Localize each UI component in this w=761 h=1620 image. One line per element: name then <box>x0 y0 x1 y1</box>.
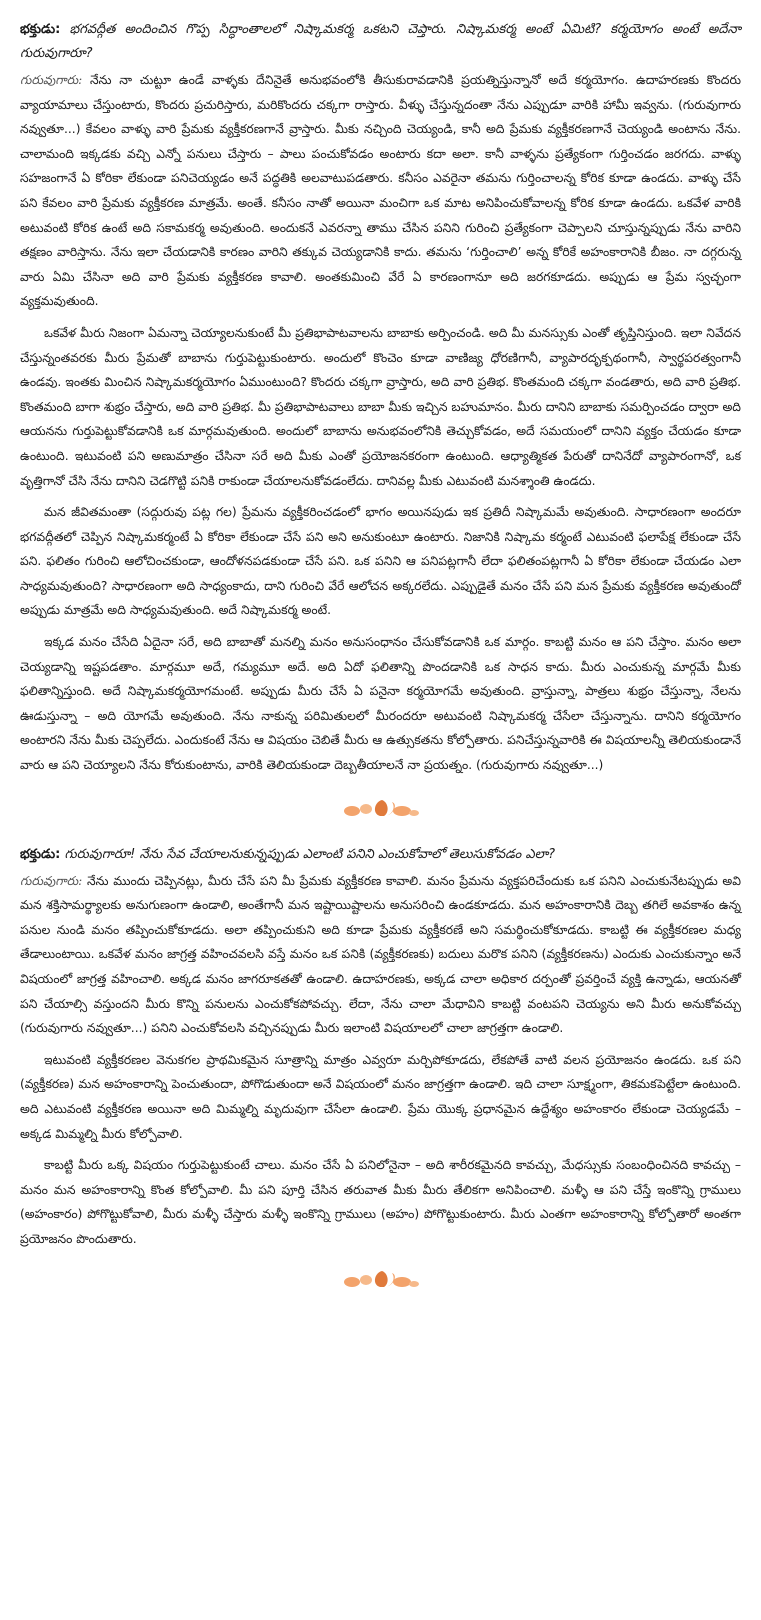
bottom-divider <box>20 1259 741 1299</box>
question-text: భగవద్గీత అందించిన గొప్ప సిద్ధాంతాలలో నిష్కామకర్మ ఒకటని చెప్తారు. నిష్కామకర్మ అంటే ఏమిటి? కర్మయోగం అంటే అదేనా గురువుగారూ? <box>20 22 741 61</box>
question-text: గురువుగారూ! నేను సేవ చేయాలనుకున్నప్పుడు ఎలాంటి పనిని ఎంచుకోవాలో తెలుసుకోవడం ఎలా? <box>64 846 556 862</box>
section-2 <box>20 843 741 1252</box>
devotee-question <box>20 843 741 867</box>
section-1 <box>20 18 741 778</box>
guru-label: గురువుగారు: <box>20 73 83 87</box>
paragraph-text: నేను నా చుట్టూ ఉండే వాళ్ళకు దేనినైతే అనుభవంలోకి తీసుకురావడానికి ప్రయత్నిస్తున్నానో అదే కర్మయోగం. ఉదాహరణకు కొందరు వ్యాయామాలు చేస్తుంటారు, కొందరు ప్రచురిస్తారు, మరికొందరు చక్కగా రాస్తారు. వీళ్ళు చేస్తున్నదంతా నేను ఎప్పుడూ వారికి హామీ ఇవ్వను. (గురువుగారు నవ్వుతూ...) కేవలం వాళ్ళు వారి ప్రేమకు వ్యక్తీకరణగానే వ్రాస్తారు. మీకు నచ్చింది చెయ్యండి, కానీ అది ప్రేమకు వ్యక్తీకరణగానే చెయ్యండి అంటాను నేను. చాలామంది ఇక్కడకు వచ్చి ఎన్నో పనులు చేస్తారు – పాలు పంచుకోవడం అంటారు కదా అలా. కానీ వాళ్ళను ప్రత్యేకంగా గుర్తించడం జరగదు. వాళ్ళు సహజంగానే ఏ కోరికా లేకుండా పనిచెయ్యడం అనే పద్ధతికి అలవాటుపడతారు. కనీసం ఎవరైనా తమను గుర్తించాలన్న కోరిక కూడా ఉండదు. వాళ్ళు చేసే పని కేవలం వారి ప్రేమకు వ్యక్తీకరణ మాత్రమే. అంతే. కనీసం నాతో అయినా మంచిగా ఒక మాట అనిపించుకోవాలన్న కోరిక కూడా ఉండదు. ఒకవేళ వారికి అటువంటి కోరిక ఉంటే అది సకామకర్మ అవుతుంది. అందుకనే ఎవరన్నా తాము చేసిన పనిని గురించి ప్రత్యేకంగా చెప్పాలని చూస్తున్నప్పుడు నేను వారిని తక్షణం వారిస్తాను. నేను ఇలా చేయడానికి కారణం వారిని తక్కువ చెయ్యడానికి కాదు. తమను ‘గుర్తించాలి’ అన్న కోరికే అహంకారానికి బీజం. నా దగ్గరున్న వారు ఏమి చేసినా అది వారి ప్రేమకు వ్యక్తీకరణ కావాలి. అంతకుమించి వేరే ఏ కారణంగానూ అది జరగకూడదు. అప్పుడు ఆ ప్రేమ స్వచ్ఛంగా వ్యక్తమవుతుంది. <box>20 73 741 309</box>
speaker-label: భక్తుడు: <box>20 846 61 862</box>
speaker-label: భక్తుడు: <box>20 22 61 37</box>
devotee-question <box>20 18 741 66</box>
answer-paragraph <box>20 321 741 493</box>
paragraph-text: నేను ముందు చెప్పినట్లు, మీరు చేసే పని మీ ప్రేమకు వ్యక్తీకరణ కావాలి. మనం ప్రేమను వ్యక్తపరిచేందుకు ఒక పనిని ఎంచుకునేటప్పుడు అవి మన శక్తిసామర్థ్యాలకు అనుగుణంగా ఉండాలి, అంతేగానీ మన ఇష్టాయిష్టాలను అనుసరించి ఉండకూడదు. మన అహంకారానికి దెబ్బ తగిలే అవకాశం ఉన్న పనుల నుండి మనం తప్పించుకోకూడదు. అలా తప్పించుకుని అది కూడా ప్రేమకు వ్యక్తీకరణే అని సమర్థించుకోకూడదు. కాబట్టి ఈ వ్యక్తీకరణల మధ్య తేడాలుంటాయి. ఒకవేళ మనం జాగ్రత్త వహించవలసి వస్తే మనం ఒక పనికి (వ్యక్తీకరణకు) బదులు మరొక పనిని (వ్యక్తీకరణను) ఎందుకు ఎంచుకున్నాం అనే విషయంలో జాగ్రత్త వహించాలి. అక్కడ మనం జాగరూకతతో ఉండాలి. ఉదాహరణకు, అక్కడ చాలా అధికార దర్పంతో ప్రవర్తించే వ్యక్తి ఉన్నాడు, ఆయనతో పని చేయాల్సి వస్తుందని మీరు కొన్ని పనులను ఎంచుకోకపోవచ్చు. లేదా, నేను చాలా మేధావిని కాబట్టి వంటపని చెయ్యను అని మీరు అనుకోవచ్చు (గురువుగారు నవ్వుతూ...) పనిని ఎంచుకోవలసి వచ్చినప్పుడు మీరు ఇలాంటి విషయాలలో చాలా జాగ్రత్తగా ఉండాలి. <box>20 873 741 1036</box>
paragraph-text: కాబట్టి మీరు ఒక్క విషయం గుర్తుపెట్టుకుంటే చాలు. మనం చేసే ఏ పనిలోనైనా – అది శారీరకమైనది కావచ్చు, మేధస్సుకు సంబంధించినది కావచ్చు – మనం మన అహంకారాన్ని కొంత కోల్పోవాలి. మీ పని పూర్తి చేసిన తరువాత మీకు మీరు తేలికగా అనిపించాలి. మళ్ళీ ఆ పని చేస్తే ఇంకొన్ని గ్రాములు (అహంకారం) పోగొట్టుకోవాలి, మీరు మళ్ళీ చేస్తారు మళ్ళీ ఇంకొన్ని గ్రాములు (అహం) పోగొట్టుకుంటారు. మీరు ఎంతగా అహంకారాన్ని కోల్పోతారో అంతగా ప్రయోజనం పొందుతారు. <box>20 1158 741 1246</box>
answer-paragraph <box>20 1153 741 1251</box>
paragraph-text: ఇటువంటి వ్యక్తీకరణల వెనుకగల ప్రాథమికమైన సూత్రాన్ని మాత్రం ఎవ్వరూ మర్చిపోకూడదు, లేకపోతే వాటి వలన ప్రయోజనం ఉండదు. ఒక పని (వ్యక్తీకరణ) మన అహంకారాన్ని పెంచుతుందా, పోగొడుతుందా అనే విషయంలో మనం జాగ్రత్తగా ఉండాలి. ఇది చాలా సూక్ష్మంగా, తికమకపెట్టేలా ఉంటుంది. అది ఎటువంటి వ్యక్తీకరణ అయినా అది మిమ్మల్ని మృదువుగా చేసేలా ఉండాలి. ప్రేమ యొక్క ప్రధానమైన ఉద్దేశ్యం అహంకారం లేకుండా చెయ్యడమే – అక్కడ మిమ్మల్ని మీరు కోల్పోవాలి. <box>20 1052 741 1141</box>
lotus-petals-ornament-icon <box>336 1267 426 1291</box>
guru-label: గురువుగారు: <box>20 873 83 888</box>
answer-paragraph <box>20 1048 741 1146</box>
paragraph-text: ఇక్కడ మనం చేసేది ఏదైనా సరే, అది బాబాతో మనల్ని మనం అనుసంధానం చేసుకోవడానికి ఒక మార్గం. కాబట్టి మనం ఆ పని చేస్తాం. మనం అలా చెయ్యడాన్ని ఇష్టపడతాం. మార్గమూ అదే, గమ్యమూ అదే. అది ఏదో ఫలితాన్ని పొందడానికి ఒక సాధన కాదు. మీరు ఎంచుకున్న మార్గమే మీకు ఫలితాన్నిస్తుంది. అదే నిష్కామకర్మయోగమంటే. అప్పుడు మీరు చేసే ఏ పనైనా కర్మయోగమే అవుతుంది. వ్రాస్తున్నా, పాత్రలు శుభ్రం చేస్తున్నా, నేలను ఊడుస్తున్నా – అది యోగమే అవుతుంది. నేను నాకున్న పరిమితులలో మీరందరూ అటువంటి నిష్కామకర్మ చేసేలా చేస్తున్నాను. దానిని కర్మయోగం అంటారని నేను మీకు చెప్పలేదు. ఎందుకంటే నేను ఆ విషయం చెబితే మీరు ఆ ఉత్సుకతను కోల్పోతారు. పనిచేస్తున్నవారికి ఈ విషయాలన్నీ తెలియకుండానే వారు ఆ పని చెయ్యాలని నేను కోరుకుంటాను, వారికి తెలియకుండా దెబ్బతీయాలనే నా ప్రయత్నం. (గురువుగారు నవ్వుతూ...) <box>20 635 741 773</box>
paragraph-text: మన జీవితమంతా (సద్గురువు పట్ల గల) ప్రేమను వ్యక్తీకరించడంలో భాగం అయినపుడు ఇక ప్రతిదీ నిష్కామమే అవుతుంది. సాధారణంగా అందరూ భగవద్గీతలో చెప్పిన నిష్కామకర్మంటే ఏ కోరికా లేకుండా చేసే పని అని అనుకుంటూ ఉంటారు. నిజానికి నిష్కామ కర్మంటే ఎటువంటి ఫలాపేక్ష లేకుండా చేసే పని. ఫలితం గురించి ఆలోచించకుండా, ఆందోళనపడకుండా చేసే పని. ఒక పనిని ఆ పనిపట్లగానీ లేదా ఫలితంపట్లగానీ ఏ కోరికా లేకుండా చేయడం ఎలా సాధ్యమవుతుంది? సాధారణంగా అది సాధ్యంకాదు, దాని గురించి వేరే ఆలోచన అక్కరలేదు. ఎప్పుడైతే మనం చేసే పని మన ప్రేమకు వ్యక్తీకరణ అవుతుందో అప్పుడు మాత్రమే అది సాధ్యమవుతుంది. అదే నిష్కామకర్మ అంటే. <box>20 505 741 618</box>
lotus-petals-ornament-icon <box>336 796 426 820</box>
answer-paragraph <box>20 630 741 778</box>
answer-paragraph <box>20 68 741 314</box>
section-divider <box>20 785 741 831</box>
answer-paragraph <box>20 500 741 623</box>
answer-paragraph <box>20 869 741 1041</box>
paragraph-text: ఒకవేళ మీరు నిజంగా ఏమన్నా చెయ్యాలనుకుంటే మీ ప్రతిభాపాటవాలను బాబాకు అర్పించండి. అది మీ మనస్సుకు ఎంతో తృప్తినిస్తుంది. ఇలా నివేదన చేస్తున్నంతవరకు మీరు ప్రేమతో బాబాను గుర్తుపెట్టుకుంటారు. అందులో కొంచెం కూడా వాణిజ్య ధోరణిగానీ, వ్యాపారదృక్పథంగానీ, స్వార్థపరత్వంగానీ ఉండవు. ఇంతకు మించిన నిష్కామకర్మయోగం ఏముంటుంది? కొందరు చక్కగా వ్రాస్తారు, అది వారి ప్రతిభ. కొంతమంది చక్కగా వండతారు, అది వారి ప్రతిభ. కొంతమంది బాగా శుభ్రం చేస్తారు, అది వారి ప్రతిభ. మీ ప్రతిభాపాటవాలు బాబా మీకు ఇచ్చిన బహుమానం. మీరు దానిని బాబాకు సమర్పించడం ద్వారా అది ఆయనను గుర్తుపెట్టుకోవడానికి ఒక మార్గమవుతుంది. అందులో బాబాను అనుభవంలోనికి తెచ్చుకోవడం, అదే సమయంలో దానిని వ్యక్తం చేయడం కూడా ఉంటుంది. ఇటువంటి పని అణుమాత్రం చేసినా సరే అది మీకు ఎంతో ప్రయోజనకరంగా ఉంటుంది. ఆధ్యాత్మికత పేరుతో దానినేదో వ్యాపారంగానో, ఒక వృత్తిగానో చేసి నేను దానిని చెడగొట్టి పనికి రాకుండా చేయాలనుకోవడంలేదు. దానివల్ల మీకు ఎటువంటి మనశ్శాంతి ఉండదు. <box>20 325 741 488</box>
